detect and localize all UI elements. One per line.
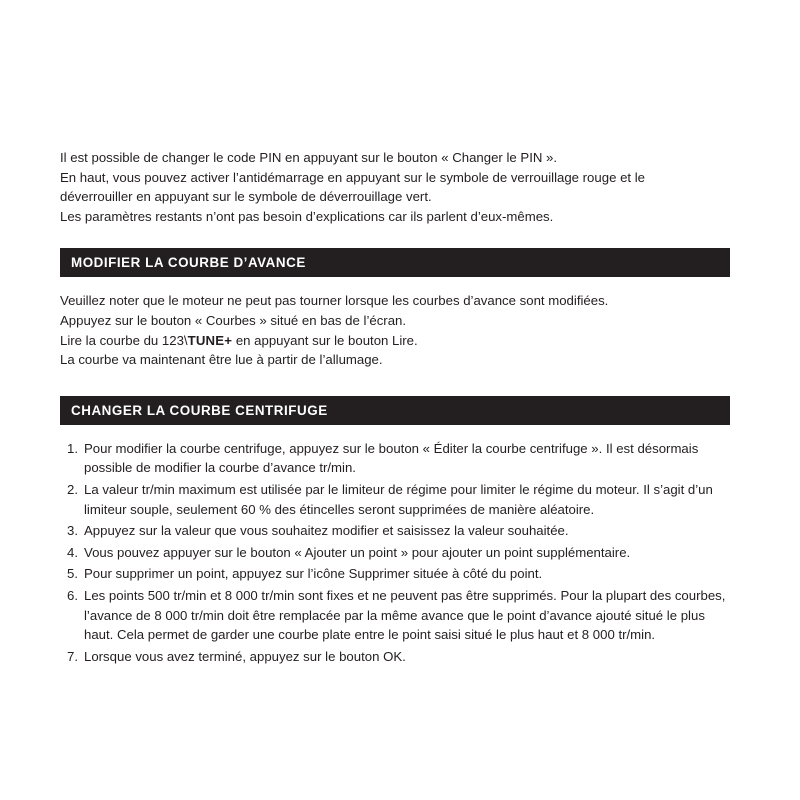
step-text: Pour supprimer un point, appuyez sur l’icône Supprimer située à côté du point. <box>84 566 543 582</box>
brand-line-before: Lire la courbe du <box>60 332 162 348</box>
section-1-line: Appuyez sur le bouton « Courbes » situé en bas de l’écran. <box>60 312 407 328</box>
list-item <box>60 543 732 563</box>
step-number: 1. <box>67 440 78 456</box>
step-text-cont: Cela permet de garder une courbe plate entre le point saisi situé le plus haut et 8 000 tr/min. <box>117 627 656 643</box>
intro-line: déverrouiller en appuyant sur le symbole de déverrouillage vert. <box>60 189 432 205</box>
brand-number: 123\ <box>161 332 188 348</box>
section-heading-modifier-courbe-avance: MODIFIER LA COURBE D’AVANCE <box>60 248 730 277</box>
section-1-body <box>60 291 732 369</box>
intro-line: Il est possible de changer le code PIN en appuyant sur le bouton « Changer le PIN ». <box>60 150 558 165</box>
step-number: 6. <box>67 587 78 603</box>
step-text: La valeur tr/min maximum est utilisée par le limiteur de régime pour limiter le régime du moteur. Il s’agit d’un <box>84 481 713 497</box>
step-number: 3. <box>67 523 78 539</box>
brand-name: TUNE+ <box>187 332 233 348</box>
step-text-cont: limiteur souple, seulement 60 % des étincelles seront supprimées de manière aléatoire. <box>84 501 595 517</box>
steps-list <box>60 439 732 667</box>
list-item <box>60 564 732 584</box>
brand-logo-text <box>162 333 232 348</box>
section-1-brand-line <box>60 331 732 351</box>
step-text-cont: possible de modifier la courbe d’avance tr/min. <box>84 460 356 476</box>
intro-line: En haut, vous pouvez activer l’antidémarrage en appuyant sur le symbole de verrouillage rouge et le <box>60 169 645 185</box>
intro-paragraph <box>60 148 732 226</box>
brand-line-after: en appuyant sur le bouton Lire. <box>232 332 418 348</box>
section-1-line: Veuillez noter que le moteur ne peut pas tourner lorsque les courbes d’avance sont modifiées. <box>60 293 609 309</box>
step-text: Les points 500 tr/min et 8 000 tr/min sont fixes et ne peuvent pas être supprimés. Pour la plupart des courbes, <box>84 587 726 603</box>
list-item <box>60 586 732 645</box>
section-heading-changer-courbe-centrifuge: CHANGER LA COURBE CENTRIFUGE <box>60 396 730 425</box>
step-text: Appuyez sur la valeur que vous souhaitez modifier et saisissez la valeur souhaitée. <box>84 523 569 539</box>
step-number: 7. <box>67 648 78 664</box>
section-1-line: La courbe va maintenant être lue à partir de l’allumage. <box>60 352 383 368</box>
list-item <box>60 521 732 541</box>
step-text-cont: l’avance de 8 000 tr/min doit être remplacée par la même avance que le point d’avance ajouté situé le plus haut. <box>84 607 705 643</box>
list-item <box>60 480 732 519</box>
step-text: Lorsque vous avez terminé, appuyez sur le bouton OK. <box>84 648 406 664</box>
step-number: 2. <box>67 481 78 497</box>
intro-line: Les paramètres restants n’ont pas besoin d’explications car ils parlent d’eux-mêmes. <box>60 208 554 224</box>
step-text: Pour modifier la courbe centrifuge, appuyez sur le bouton « Éditer la courbe centrifuge ». Il est désormais <box>84 440 699 456</box>
list-item <box>60 647 732 667</box>
step-text: Vous pouvez appuyer sur le bouton « Ajouter un point » pour ajouter un point supplémentaire. <box>84 544 631 560</box>
step-number: 5. <box>67 566 78 582</box>
step-number: 4. <box>67 544 78 560</box>
list-item <box>60 439 732 478</box>
document-content <box>60 148 732 668</box>
